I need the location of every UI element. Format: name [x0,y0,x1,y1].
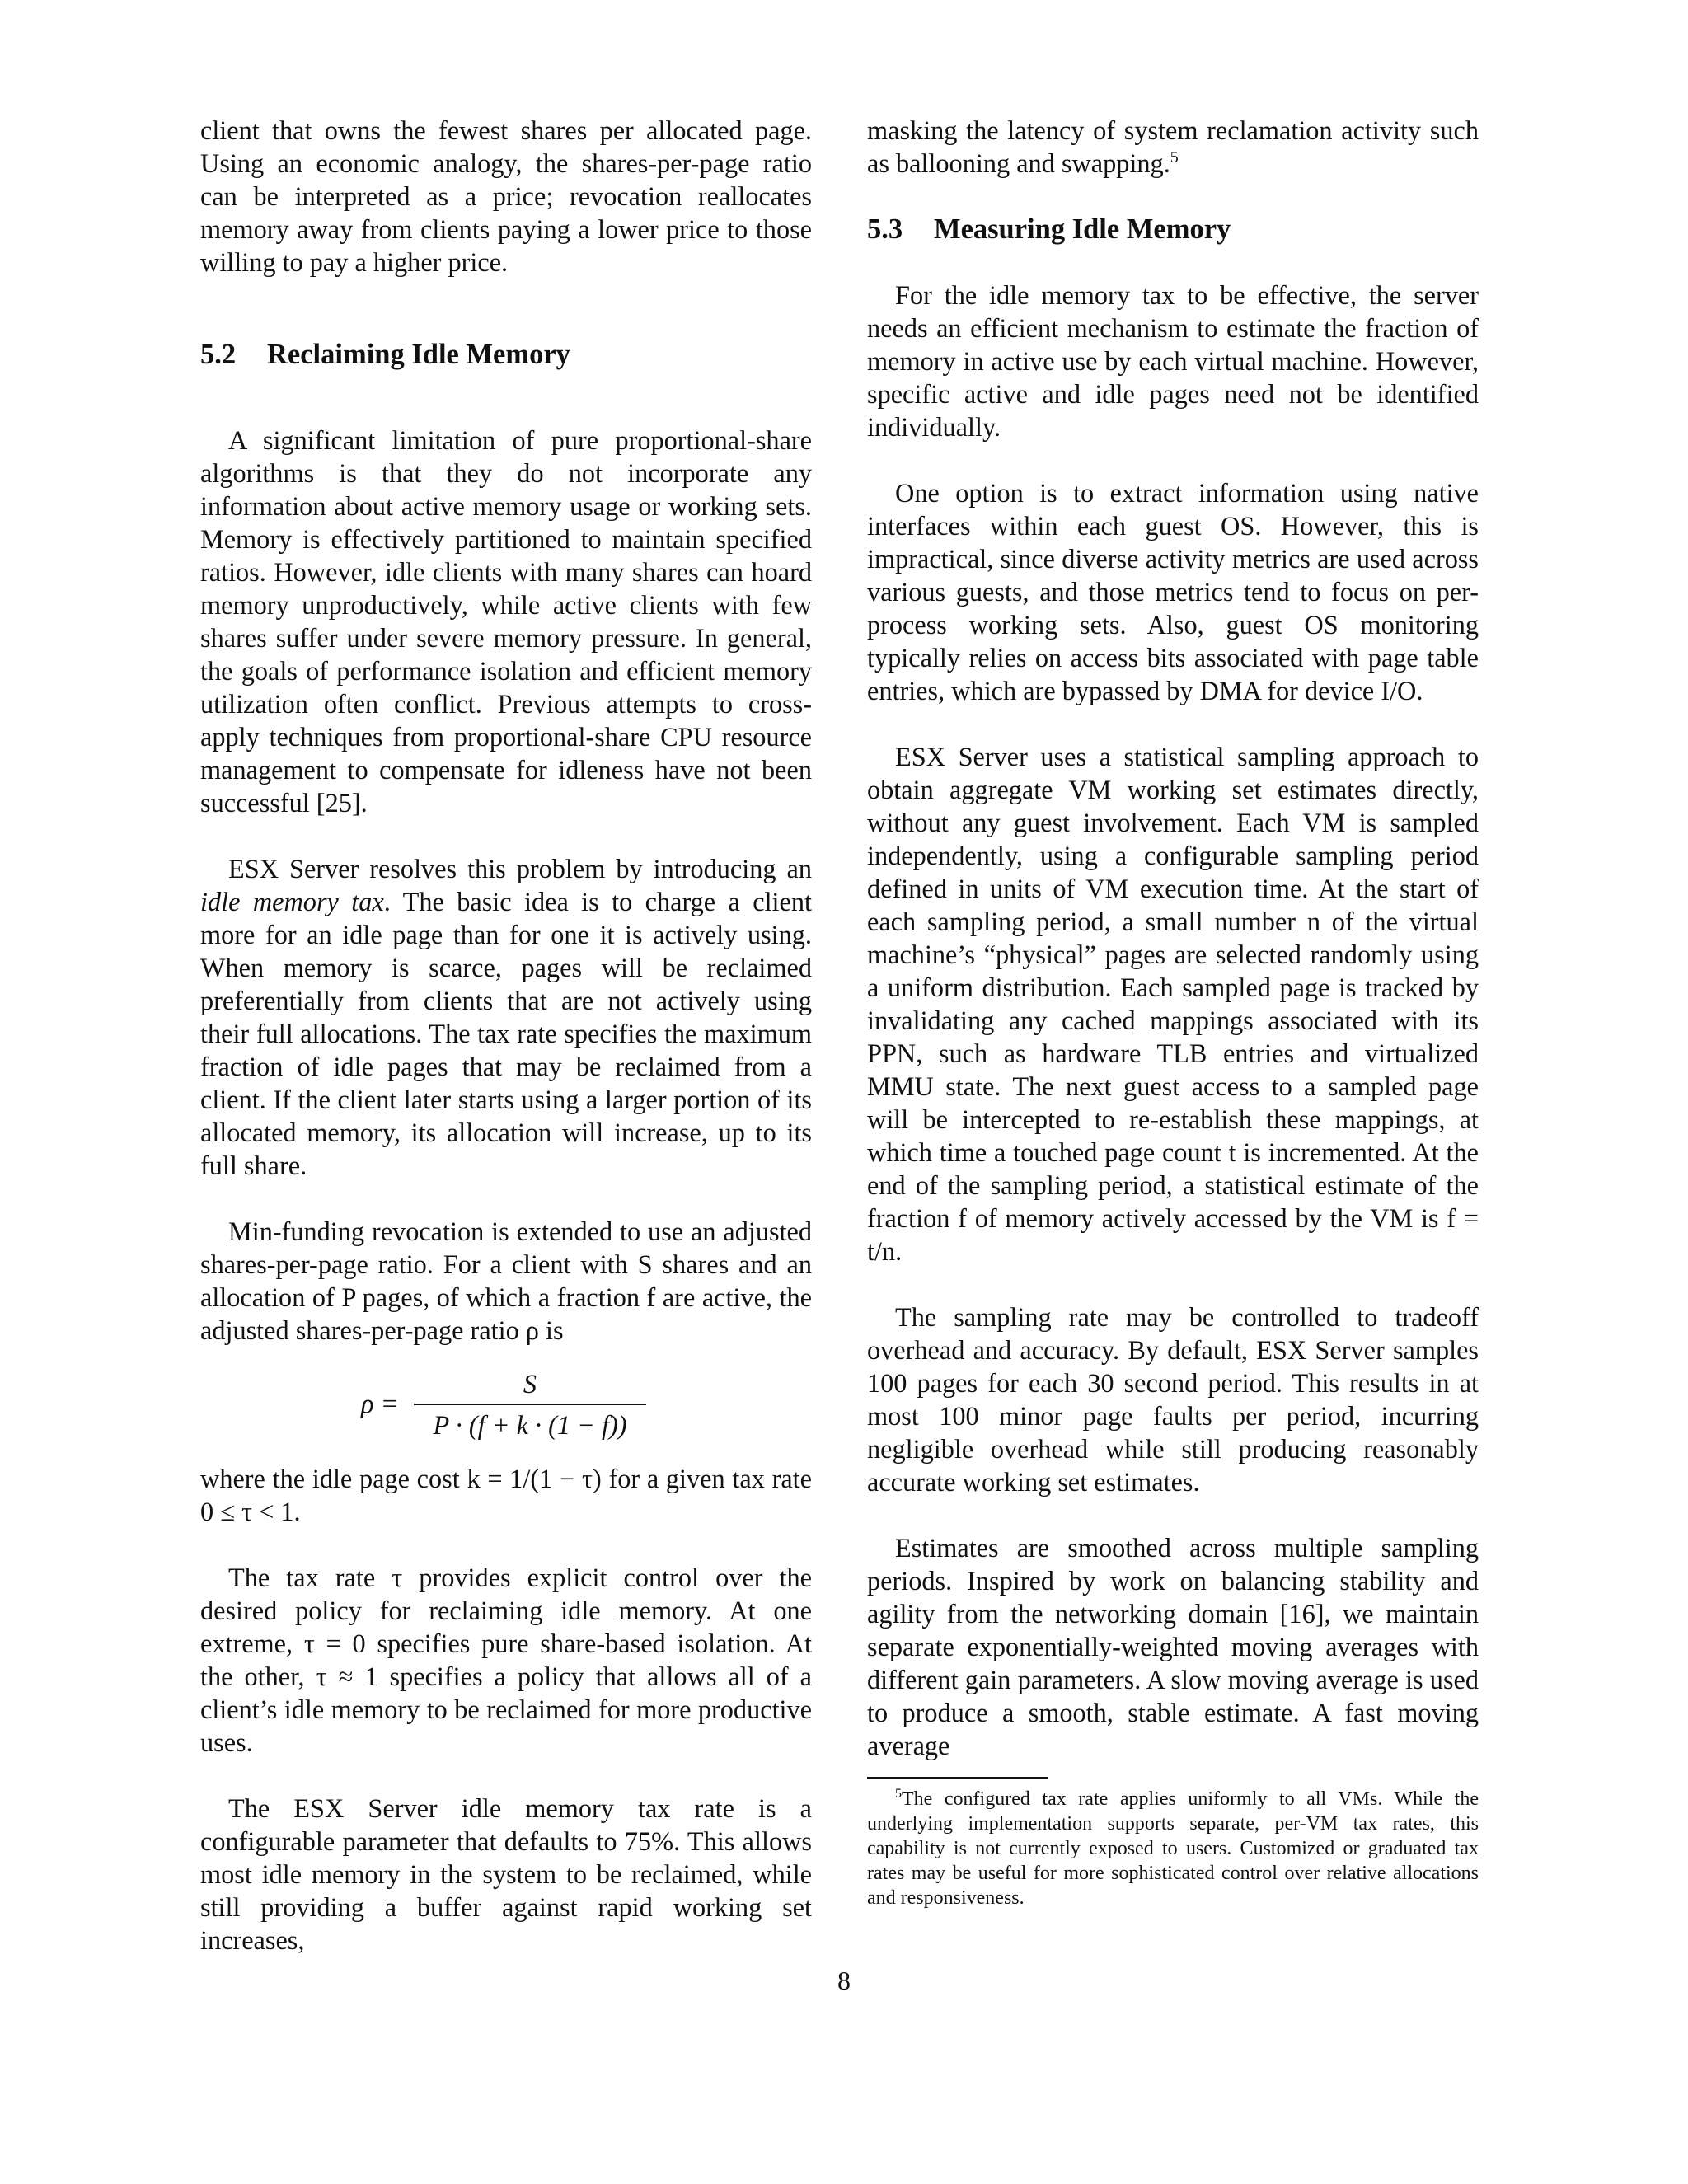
text-run: ESX Server resolves this problem by introducing an [228,854,812,883]
footnote-text: The configured tax rate applies uniformly to all VMs. While the underlying implementation supports separate, per-VM tax rates, this capability is not currently exposed to users. Customized or graduated tax rates may be useful for more sophisticated control over relative allocations and responsiveness. [867,1788,1479,1909]
left-column [200,114,812,1957]
equation-fraction [414,1367,646,1441]
equation-numerator: S [523,1369,537,1399]
text-run: masking the latency of system reclamation activity such as ballooning and swapping. [867,115,1479,178]
equation-denominator: P · (f + k · (1 − f)) [433,1410,627,1440]
equation-rho [200,1367,812,1441]
section-title: Measuring Idle Memory [934,213,1231,245]
footnote [867,1787,1479,1910]
emphasis-text: idle memory tax [200,887,384,916]
paragraph: Estimates are smoothed across multiple sampling periods. Inspired by work on balancing stability and agility from the networking domain [16], we maintain separate exponentially-weighted moving averages with different gain parameters. A slow moving average is used to produce a smooth, stable estimate. A fast moving average [867,1533,1479,1760]
paragraph: For the idle memory tax to be effective, the server needs an efficient mechanism to estimate the fraction of memory in active use by each virtual machine. However, specific active and idle pages need not be identified individually. [867,280,1479,442]
text-run: . The basic idea is to charge a client more for an idle page than for one it is actively using. When memory is scarce, pages will be reclaimed preferentially from clients that are not actively using their full allocations. The tax rate specifies the maximum fraction of idle pages that may be reclaimed from a client. If the client later starts using a larger portion of its allocated memory, its allocation will increase, up to its full share. [200,887,812,1180]
paragraph: where the idle page cost k = 1/(1 − τ) for a given tax rate 0 ≤ τ < 1. [200,1464,812,1526]
equation-lhs: ρ = [361,1389,399,1418]
paragraph: The tax rate τ provides explicit control over the desired policy for reclaiming idle memory. At one extreme, τ = 0 specifies pure share-based isolation. At the other, τ ≈ 1 specifies a policy that allows all of a client’s idle memory to be reclaimed for more productive uses. [200,1563,812,1757]
paragraph: ESX Server uses a statistical sampling approach to obtain aggregate VM working set estimates directly, without any guest involvement. Each VM is sampled independently, using a configurable sampling period defined in units of VM execution time. At the start of each sampling period, a small number n of the virtual machine’s “physical” pages are selected randomly using a uniform distribution. Each sampled page is tracked by invalidating any cached mappings associated with its PPN, such as hardware TLB entries and virtualized MMU state. The next guest access to a sampled page will be intercepted to re-establish these mappings, at which time a touched page count t is incremented. At the end of the sampling period, a statistical estimate of the fraction f of memory actively accessed by the VM is f = t/n. [867,742,1479,1266]
footnote-ref: 5 [1170,148,1179,167]
paragraph: A significant limitation of pure proportional-share algorithms is that they do not incorporate any information about active memory usage or working sets. Memory is effectively partitioned to maintain specified ratios. However, idle clients with many shares can hoard memory unproductively, while active clients with few shares suffer under severe memory pressure. In general, the goals of performance isolation and efficient memory utilization often conflict. Previous attempts to cross-apply techniques from proportional-share CPU resource management to compensate for idleness have not been successful [25]. [200,425,812,818]
paragraph-continued [867,114,1479,180]
right-column [867,114,1479,1910]
footnote-marker: 5 [895,1787,902,1801]
section-number: 5.2 [200,339,237,370]
section-heading-5-3 [867,213,1479,246]
section-number: 5.3 [867,213,903,245]
paragraph: The sampling rate may be controlled to tradeoff overhead and accuracy. By default, ESX Server samples 100 pages for each 30 second period. This results in at most 100 minor page faults per period, incurring negligible overhead while still producing reasonably accurate working set estimates. [867,1302,1479,1497]
paragraph: One option is to extract information using native interfaces within each guest OS. However, this is impractical, since diverse activity metrics are used across various guests, and those metrics tend to focus on per-process working sets. Also, guest OS monitoring typically relies on access bits associated with page table entries, which are bypassed by DMA for device I/O. [867,478,1479,705]
paragraph: Min-funding revocation is extended to use an adjusted shares-per-page ratio. For a client with S shares and an allocation of P pages, of which a fraction f are active, the adjusted shares-per-page ratio ρ is [200,1216,812,1345]
paragraph-idle-tax [200,852,812,1182]
fraction-bar [414,1404,646,1405]
page-number: 8 [837,1966,851,1995]
section-title: Reclaiming Idle Memory [267,339,570,370]
section-heading-5-2 [200,338,812,371]
paragraph-intro: client that owns the fewest shares per allocated page. Using an economic analogy, the shares-per-page ratio can be interpreted as a price; revocation reallocates memory away from clients paying a lower price to those willing to pay a higher price. [200,115,812,277]
paragraph: The ESX Server idle memory tax rate is a configurable parameter that defaults to 75%. This allows most idle memory in the system to be reclaimed, while still providing a buffer against rapid working set increases, [200,1793,812,1955]
footnote-rule [867,1777,1048,1779]
